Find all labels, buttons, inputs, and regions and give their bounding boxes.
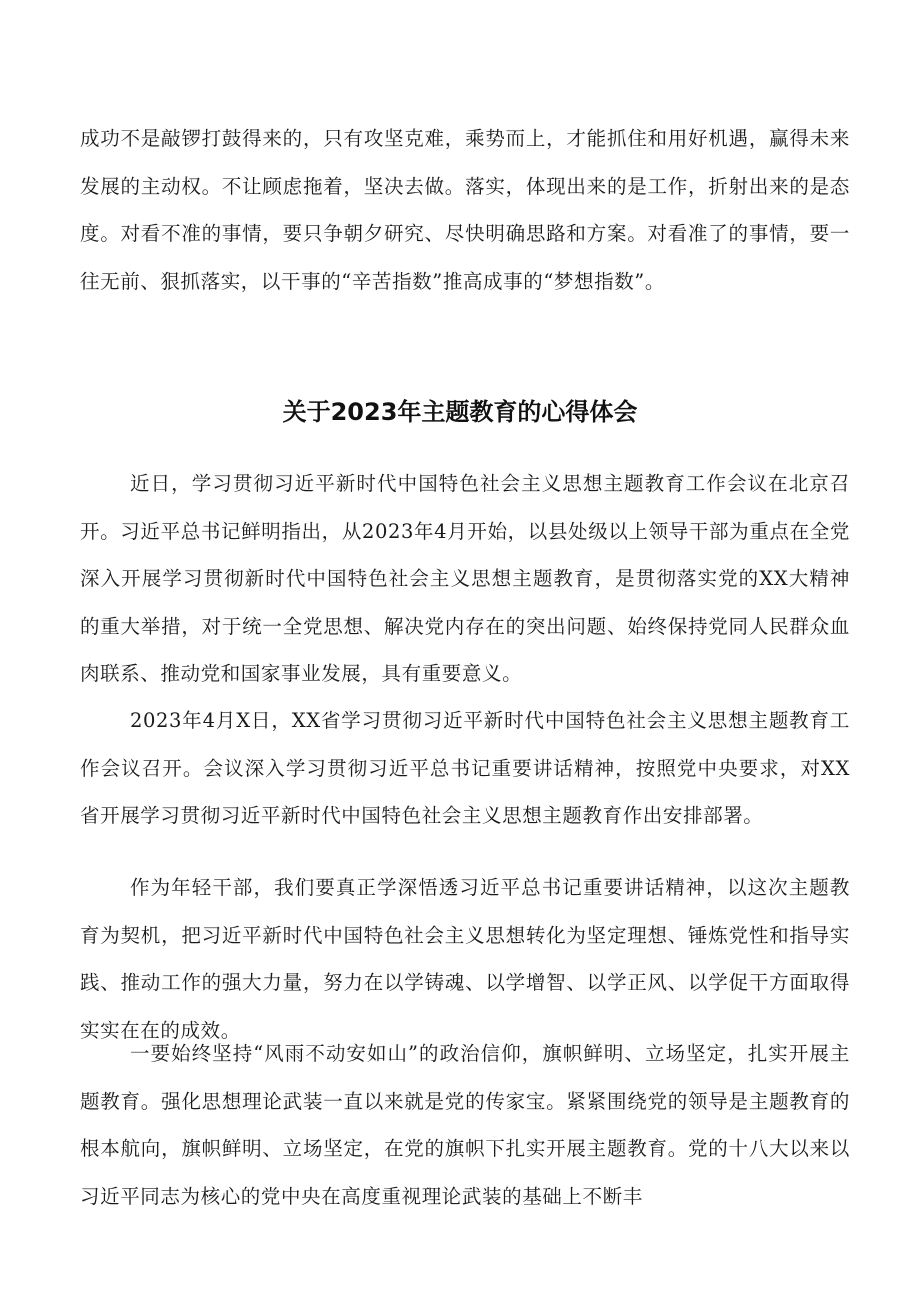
document-title: 关于2023年主题教育的心得体会 <box>282 398 638 426</box>
paragraph-young-cadres: 作为年轻干部，我们要真正学深悟透习近平总书记重要讲话精神，以这次主题教育为契机，把习近平新时代中国特色社会主义思想转化为坚定理想、锤炼党性和指导实践、推动工作的强大力量，努力在以学铸魂、以学增智、以学正风、以学促干方面取得实实在在的成效。 <box>80 876 850 1042</box>
paragraph-provincial-meeting: 2023年4月X日，XX省学习贯彻习近平新时代中国特色社会主义思想主题教育工作会议召开。会议深入学习贯彻习近平总书记重要讲话精神，按照党中央要求，对XX省开展学习贯彻习近平新时代中国特色社会主义思想主题教育作出安排部署。 <box>80 709 850 827</box>
paragraph-intro: 近日，学习贯彻习近平新时代中国特色社会主义思想主题教育工作会议在北京召开。习近平总书记鲜明指出，从2023年4月开始，以县处级以上领导干部为重点在全党深入开展学习贯彻新时代中国特色社会主义思想主题教育，是贯彻落实党的XX大精神的重大举措，对于统一全党思想、解决党内存在的突出问题、始终保持党同人民群众血肉联系、推动党和国家事业发展，具有重要意义。 <box>80 472 850 685</box>
paragraph-continuation: 成功不是敲锣打鼓得来的，只有攻坚克难，乘势而上，才能抓住和用好机遇，赢得未来发展的主动权。不让顾虑拖着，坚决去做。落实，体现出来的是工作，折射出来的是态度。对看不准的事情，要只争朝夕研究、尽快明确思路和方案。对看准了的事情，要一往无前、狠抓落实，以干事的“辛苦指数”推高成事的“梦想指数”。 <box>80 127 850 293</box>
paragraph-point-one: 一要始终坚持“风雨不动安如山”的政治信仰，旗帜鲜明、立场坚定，扎实开展主题教育。强化思想理论武装一直以来就是党的传家宝。紧紧围绕党的领导是主题教育的根本航向，旗帜鲜明、立场坚定，在党的旗帜下扎实开展主题教育。党的十八大以来以习近平同志为核心的党中央在高度重视理论武装的基础上不断丰 <box>80 1042 850 1208</box>
